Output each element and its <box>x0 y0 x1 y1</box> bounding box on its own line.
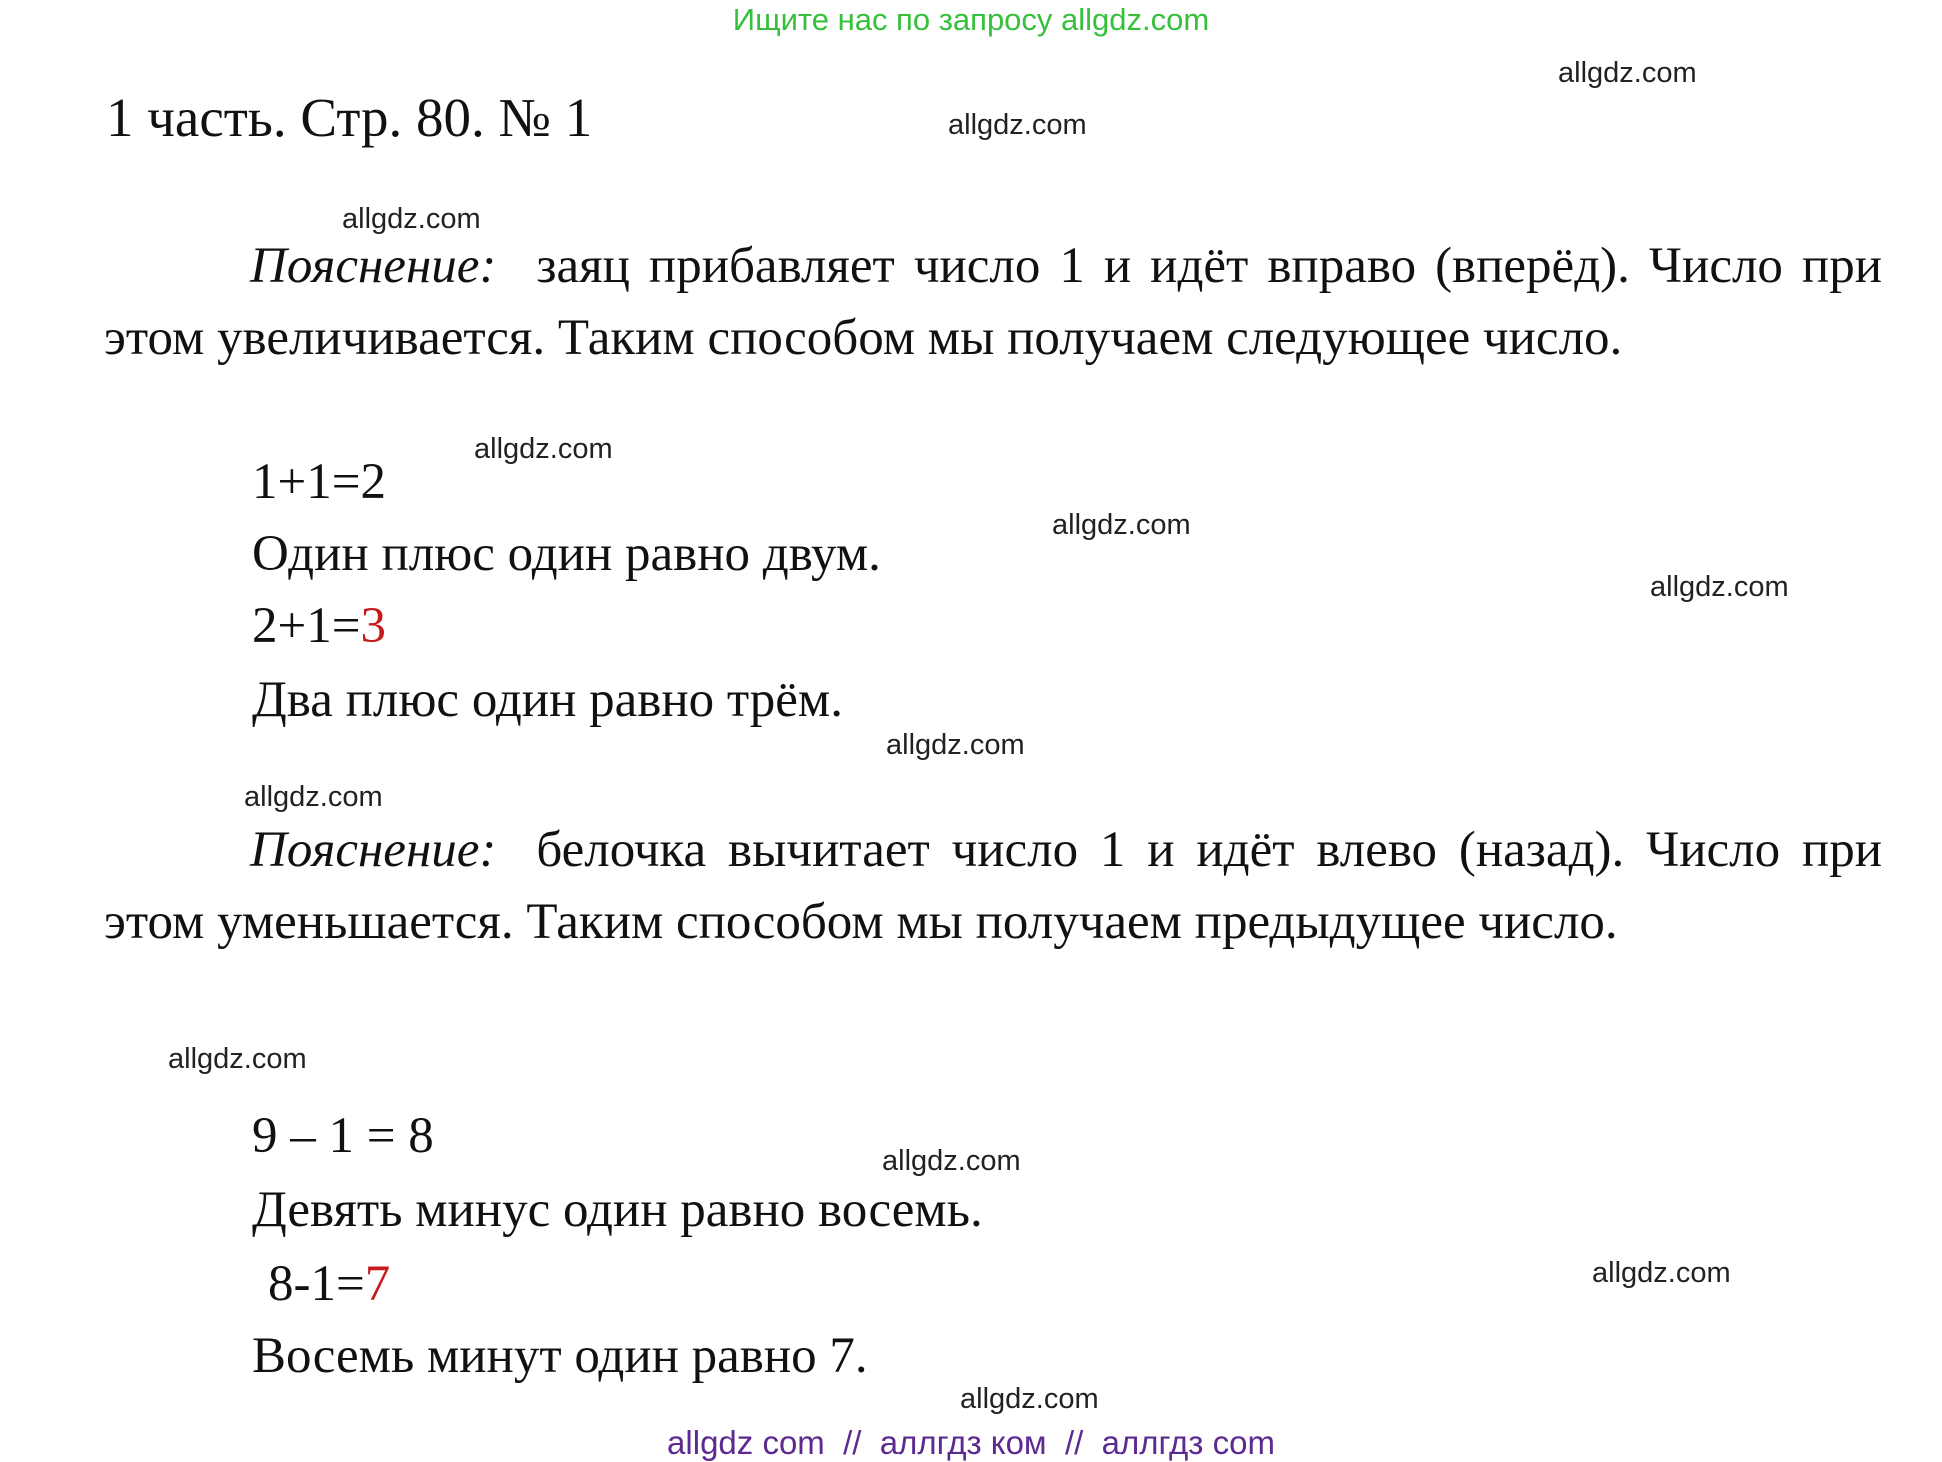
explanation-label: Пояснение: <box>250 238 497 294</box>
watermark: allgdz.com <box>474 433 613 465</box>
explanation-text: заяц прибавляет число 1 и идёт вправо (вперёд). Число при этом увеличивается. Таким способом мы получаем следующее число. <box>104 238 1882 366</box>
search-banner[interactable]: Ищите нас по запросу allgdz.com <box>732 2 1210 37</box>
watermark: allgdz.com <box>882 1145 1021 1177</box>
equation-1: 1+1=2 <box>252 454 387 510</box>
explanation-paragraph-1 <box>104 230 1882 374</box>
watermark: allgdz.com <box>1592 1257 1731 1289</box>
explanation-text: белочка вычитает число 1 и идёт влево (назад). Число при этом уменьшается. Таким способом мы получаем предыдущее число. <box>104 822 1882 950</box>
footer-links[interactable]: allgdz com // аллгдз ком // аллгдз com <box>667 1424 1275 1461</box>
equation-4 <box>268 1254 390 1314</box>
equation-1-words: Один плюс один равно двум. <box>252 526 881 582</box>
equation-3-words: Девять минус один равно восемь. <box>252 1182 983 1238</box>
watermark: allgdz.com <box>244 781 383 813</box>
watermark: allgdz.com <box>1650 571 1789 603</box>
watermark: allgdz.com <box>1052 509 1191 541</box>
watermark: allgdz.com <box>948 109 1087 141</box>
equation-2-words: Два плюс один равно трём. <box>252 672 843 728</box>
page-title: 1 часть. Стр. 80. № 1 <box>106 87 593 148</box>
equation-2 <box>252 596 386 656</box>
equation-2-expression: 2+1= <box>252 598 361 654</box>
watermark: allgdz.com <box>886 729 1025 761</box>
explanation-label: Пояснение: <box>250 822 497 878</box>
equation-4-words: Восемь минут один равно 7. <box>252 1328 868 1384</box>
explanation-paragraph-2 <box>104 814 1882 958</box>
equation-4-expression: 8-1= <box>268 1256 365 1312</box>
watermark: allgdz.com <box>168 1043 307 1075</box>
equation-4-answer: 7 <box>364 1256 391 1312</box>
watermark: allgdz.com <box>342 203 481 235</box>
equation-2-answer: 3 <box>360 598 387 654</box>
watermark: allgdz.com <box>1558 57 1697 89</box>
watermark: allgdz.com <box>960 1383 1099 1415</box>
equation-3: 9 – 1 = 8 <box>252 1108 434 1164</box>
